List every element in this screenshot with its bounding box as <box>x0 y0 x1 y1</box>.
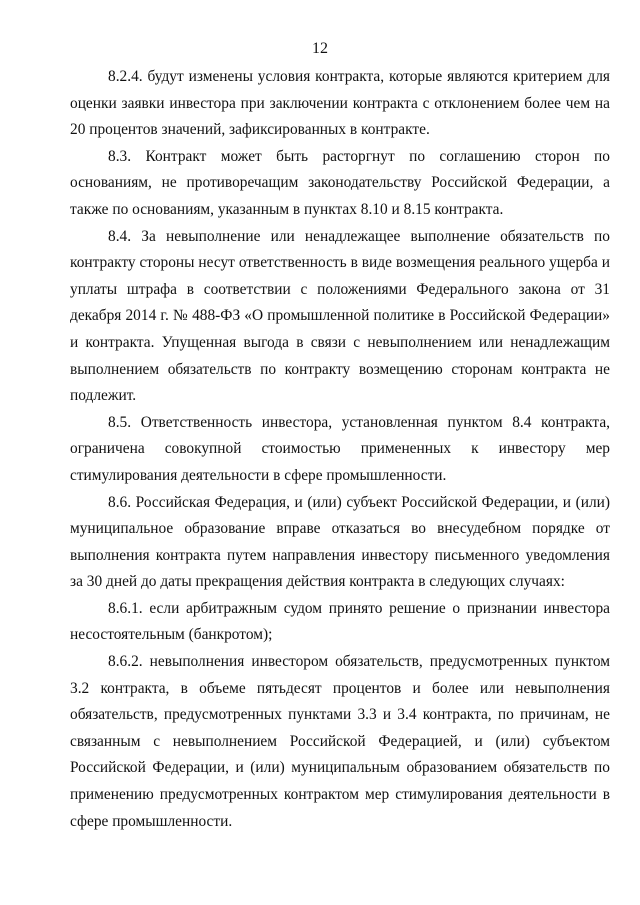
paragraph-8-2-4: 8.2.4. будут изменены условия контракта, которые являются критерием для оценки заявки инвестора при заключении контракта с отклонением более чем на 20 процентов значений, зафиксированных в контракте. <box>70 68 610 139</box>
paragraph-8-5: 8.5. Ответственность инвестора, установленная пунктом 8.4 контракта, ограничена совокупной стоимостью примененных к инвестору мер стимулирования деятельности в сфере промышленности. <box>70 413 610 484</box>
paragraph-8-6-1: 8.6.1. если арбитражным судом принято решение о признании инвестора несостоятельным (банкротом); <box>70 599 610 644</box>
page-number: 12 <box>312 40 328 57</box>
paragraph-8-6-2: 8.6.2. невыполнения инвестором обязательств, предусмотренных пунктом 3.2 контракта, в объеме пятьдесят процентов и более или невыполнения обязательств, предусмотренных пунктами 3.3 и 3.4 контракта, по причинам, не связанным с невыполнением Российской Федерацией, и (или) субъектом Российской Федерации, и (или) муниципальным образованием обязательств по применению предусмотренных контрактом мер стимулирования деятельности в сфере промышленности. <box>70 653 610 830</box>
document-body <box>70 64 610 835</box>
paragraph-8-4: 8.4. За невыполнение или ненадлежащее выполнение обязательств по контракту стороны несут ответственность в виде возмещения реального ущерба и уплаты штрафа в соответствии с положениями Федерального закона от 31 декабря 2014 г. № 488-ФЗ «О промышленной политике в Российской Федерации» и контракта. Упущенная выгода в связи с невыполнением или ненадлежащим выполнением обязательств по контракту возмещению сторонам контракта не подлежит. <box>70 227 610 405</box>
paragraph-8-3: 8.3. Контракт может быть расторгнут по соглашению сторон по основаниям, не противоречащим законодательству Российской Федерации, а также по основаниям, указанным в пунктах 8.10 и 8.15 контракта. <box>70 147 610 218</box>
paragraph-8-6: 8.6. Российская Федерация, и (или) субъект Российской Федерации, и (или) муниципальное образование вправе отказаться во внесудебном порядке от выполнения контракта путем направления инвестору письменного уведомления за 30 дней до даты прекращения действия контракта в следующих случаях: <box>70 493 610 591</box>
